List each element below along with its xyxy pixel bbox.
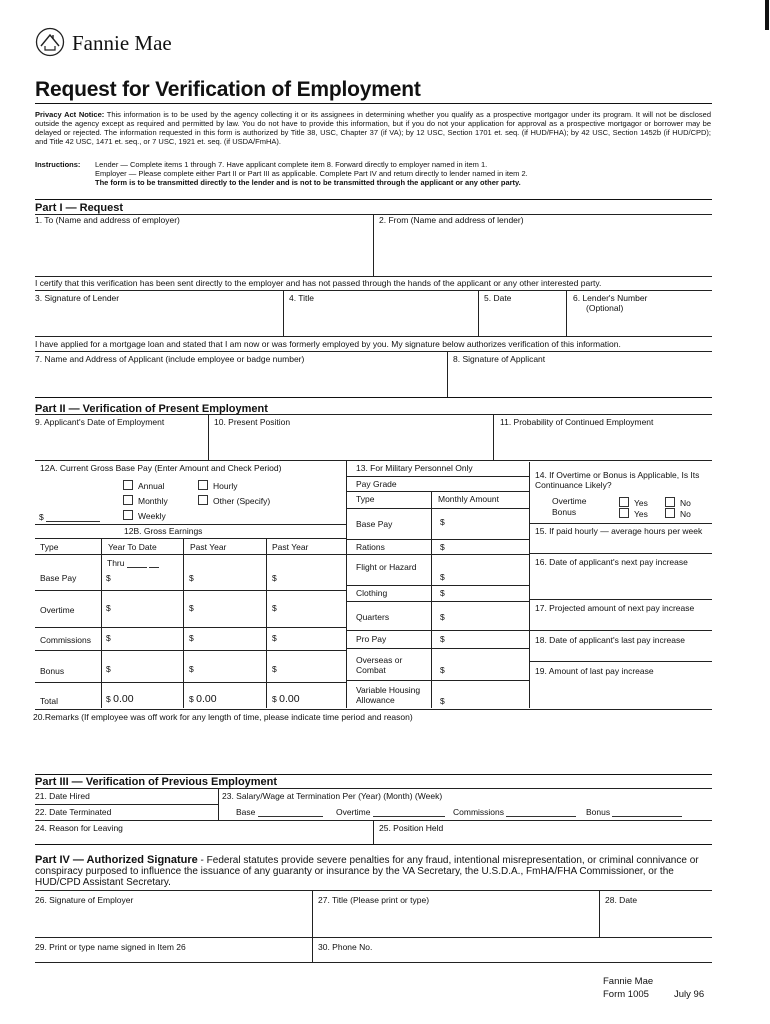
cell-ytd-total[interactable]: $ 0.00 (106, 693, 134, 705)
checkbox-weekly[interactable] (123, 510, 133, 520)
overtime-yes[interactable]: Yes (619, 497, 648, 509)
field-24-label: 24. Reason for Leaving (35, 823, 123, 833)
col-past-year-1: Past Year (190, 542, 227, 552)
table-row: Total (40, 696, 58, 706)
overtime-continuance: Overtime Yes No (552, 496, 691, 508)
mil-row-label: Rations (356, 542, 385, 552)
part4-statement: Part IV — Authorized Signature - Federal statutes provide severe penalties for any fraud, intentional misrepresentation, or criminal connivance or conspiracy purposed to influence the issuance of any guaranty or insurance by the VA Secretary, the U.S.D.A., FmHA/FHA Commissioner, or the HUD/CPD Assistant Secretary. (35, 854, 699, 888)
period-other[interactable]: Other (Specify) (198, 495, 270, 507)
field-19-label: 19. Amount of last pay increase (535, 666, 654, 676)
cell-py1[interactable]: $ (189, 603, 194, 613)
mil-row-label: Clothing (356, 588, 388, 598)
col-past-year-2: Past Year (272, 542, 309, 552)
bonus-no[interactable]: No (665, 508, 691, 520)
cell-ytd[interactable]: $ (106, 664, 111, 674)
table-row: Bonus (40, 666, 65, 676)
cell-py1-total[interactable]: $ 0.00 (189, 693, 217, 705)
field-12b-label: 12B. Gross Earnings (124, 526, 203, 536)
cell-ytd[interactable]: $ (106, 633, 111, 643)
table-row: Base Pay (40, 573, 77, 583)
field-25-label: 25. Position Held (379, 823, 444, 833)
form-title: Request for Verification of Employment (35, 78, 421, 101)
part3-heading: Part III — Verification of Previous Employment (35, 776, 278, 788)
field-15-label: 15. If paid hourly — average hours per week (535, 526, 703, 536)
footer-date: July 96 (674, 989, 705, 1000)
field-20-label: 20.Remarks (If employee was off work for any length of time, please indicate time period and reason) (33, 712, 413, 722)
instructions-note: The form is to be transmitted directly to the lender and is not to be transmitted through the applicant or any other party. (95, 178, 521, 187)
house-logo-icon (35, 27, 65, 57)
mil-row-amount[interactable]: $ (440, 572, 445, 582)
salary-overtime[interactable]: Overtime (336, 806, 445, 818)
field-23-label: 23. Salary/Wage at Termination Per (Year) (Month) (Week) (222, 791, 443, 801)
period-weekly[interactable]: Weekly (123, 510, 166, 522)
field-30-label: 30. Phone No. (318, 942, 373, 952)
cell-ytd[interactable]: $ (106, 603, 111, 613)
part4-heading: Part IV — Authorized Signature (35, 854, 198, 866)
field-16-label: 16. Date of applicant's next pay increase (535, 557, 688, 567)
mil-row-amount[interactable]: $ (440, 696, 445, 706)
mil-row-amount[interactable]: $ (440, 634, 445, 644)
mil-row-amount[interactable]: $ (440, 517, 445, 527)
mil-row-label: Flight or Hazard (356, 562, 417, 572)
checkbox-overtime-yes[interactable] (619, 497, 629, 507)
cell-py2[interactable]: $ (272, 603, 277, 613)
field-1-label: 1. To (Name and address of employer) (35, 215, 180, 225)
mil-row-amount[interactable]: $ (440, 665, 445, 675)
base-pay-amount[interactable]: $ (39, 511, 100, 523)
footer-form: Form 1005 (603, 989, 649, 1000)
mil-row-label: Base Pay (356, 519, 393, 529)
period-hourly[interactable]: Hourly (198, 480, 238, 492)
mil-type-header: Type (356, 494, 375, 504)
checkbox-bonus-no[interactable] (665, 508, 675, 518)
checkbox-hourly[interactable] (198, 480, 208, 490)
thru-date[interactable]: Thru (107, 557, 159, 569)
mil-amount-header: Monthly Amount (438, 494, 499, 504)
period-monthly[interactable]: Monthly (123, 495, 168, 507)
field-22-label: 22. Date Terminated (35, 807, 112, 817)
instructions-employer: Employer — Please complete either Part II or Part III as applicable. Complete Part IV and return directly to lender named in item 2. (95, 169, 528, 178)
bonus-continuance: Bonus Yes No (552, 507, 691, 519)
field-9-label: 9. Applicant's Date of Employment (35, 417, 165, 427)
certify-statement: I certify that this verification has been sent directly to the employer and has not passed through the hands of the applicant or any other interested party. (35, 278, 602, 288)
field-13-label: 13. For Military Personnel Only (356, 463, 473, 473)
mil-row-label: Quarters (356, 612, 390, 622)
field-27-label: 27. Title (Please print or type) (318, 895, 430, 905)
cell-py1[interactable]: $ (189, 573, 194, 583)
field-5-label: 5. Date (484, 293, 512, 303)
field-12a-label: 12A. Current Gross Base Pay (Enter Amount and Check Period) (40, 463, 282, 473)
checkbox-annual[interactable] (123, 480, 133, 490)
field-4-label: 4. Title (289, 293, 315, 303)
table-row: Overtime (40, 605, 75, 615)
checkbox-monthly[interactable] (123, 495, 133, 505)
checkbox-bonus-yes[interactable] (619, 508, 629, 518)
salary-base[interactable]: Base (236, 806, 323, 818)
field-21-label: 21. Date Hired (35, 791, 90, 801)
field-28-label: 28. Date (605, 895, 638, 905)
field-7-label: 7. Name and Address of Applicant (include employee or badge number) (35, 354, 305, 364)
mil-row-label: Pro Pay (356, 634, 387, 644)
part1-heading: Part I — Request (35, 202, 124, 214)
footer-org: Fannie Mae (603, 976, 654, 987)
mil-row-amount[interactable]: $ (440, 588, 445, 598)
field-10-label: 10. Present Position (214, 417, 291, 427)
field-14-label: 14. If Overtime or Bonus is Applicable, Is Its Continuance Likely? (535, 470, 700, 490)
field-8-label: 8. Signature of Applicant (453, 354, 546, 364)
cell-ytd[interactable]: $ (106, 573, 111, 583)
brand-name: Fannie Mae (72, 31, 172, 55)
col-year-to-date: Year To Date (108, 542, 157, 552)
privacy-notice: Privacy Act Notice: This information is to be used by the agency collecting it or its assignees in determining whether you qualify as a prospective mortgagor under its program. It will not be disclosed outside the agency except as required and permitted by law. You do not have to provide this information, but if you do not your application for approval as a prospective mortgagor or borrower may be delayed or rejected. The information requested in this form is authorized by Title 38, USC, Chapter 37 (if VA); by 12 USC, Section 1701 et. seq. (if HUD/FHA); by 42 USC, Section 1452b (if HUD/CPD); and Title 42 USC, 1471 et. seq., or 7 USC, 1921 et. seq. (if USDA/FmHA). (35, 110, 711, 146)
field-29-label: 29. Print or type name signed in Item 26 (35, 942, 186, 952)
edge-mark (765, 0, 769, 30)
cell-py2[interactable]: $ (272, 633, 277, 643)
cell-py1[interactable]: $ (189, 633, 194, 643)
overtime-no[interactable]: No (665, 497, 691, 509)
table-row: Commissions (40, 635, 92, 645)
mil-row-amount[interactable]: $ (440, 612, 445, 622)
bonus-yes[interactable]: Yes (619, 508, 648, 520)
mil-row-label: Variable Housing Allowance (356, 685, 421, 705)
cell-py2[interactable]: $ (272, 573, 277, 583)
cell-py1[interactable]: $ (189, 664, 194, 674)
col-type: Type (40, 542, 59, 552)
field-3-label: 3. Signature of Lender (35, 293, 120, 303)
fannie-mae-logo (35, 27, 65, 57)
mil-row-label: Overseas or Combat (356, 655, 403, 675)
part2-heading: Part II — Verification of Present Employment (35, 403, 268, 415)
field-17-label: 17. Projected amount of next pay increase (535, 603, 695, 613)
field-26-label: 26. Signature of Employer (35, 895, 134, 905)
salary-commissions[interactable]: Commissions (453, 806, 576, 818)
field-18-label: 18. Date of applicant's last pay increase (535, 635, 685, 645)
instructions-lender: Lender — Complete items 1 through 7. Have applicant complete item 8. Forward directly to employer named in item 1. (95, 160, 488, 169)
mil-row-amount[interactable]: $ (440, 542, 445, 552)
applicant-authorization-statement: I have applied for a mortgage loan and stated that I am now or was formerly employed by you. My signature below authorizes verification of this information. (35, 339, 621, 349)
pay-grade-label: Pay Grade (356, 479, 397, 489)
cell-py2-total[interactable]: $ 0.00 (272, 693, 300, 705)
period-annual[interactable]: Annual (123, 480, 164, 492)
field-11-label: 11. Probability of Continued Employment (500, 417, 654, 427)
field-2-label: 2. From (Name and address of lender) (379, 215, 524, 225)
checkbox-other[interactable] (198, 495, 208, 505)
cell-py2[interactable]: $ (272, 664, 277, 674)
checkbox-overtime-no[interactable] (665, 497, 675, 507)
field-6-label: 6. Lender's Number (Optional) (573, 293, 648, 313)
salary-bonus[interactable]: Bonus (586, 806, 682, 818)
